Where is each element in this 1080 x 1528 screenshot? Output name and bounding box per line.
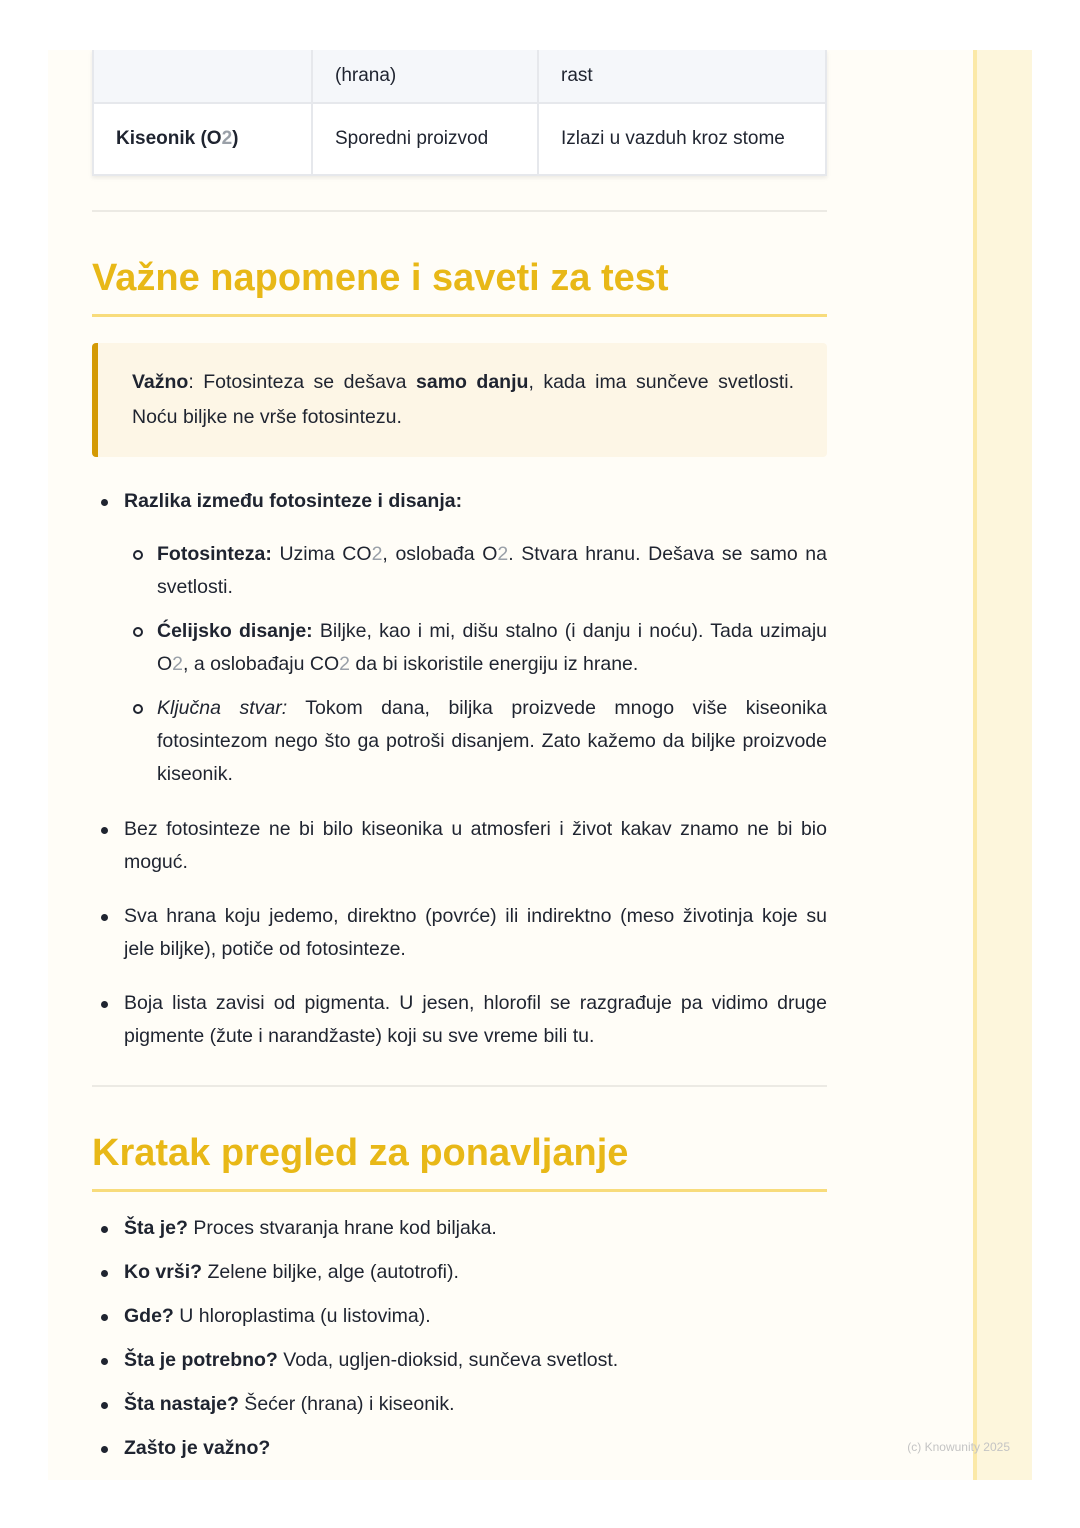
table-row (93, 50, 826, 103)
copyright-text: (c) Knowunity 2025 (907, 1440, 1010, 1454)
table-cell: rast (538, 50, 826, 103)
list-item: Sva hrana koju jedemo, direktno (povrće) ili indirektno (meso životinja koje su jele biljke), potiče od fotosinteze. (92, 900, 827, 966)
tips-list (92, 485, 827, 1053)
table-row (93, 103, 826, 175)
table-cell: Izlazi u vazduh kroz stome (538, 103, 826, 175)
table-cell: (hrana) (312, 50, 538, 103)
document-content (92, 50, 827, 1465)
divider (92, 1085, 827, 1087)
sub-list-item: Ćelijsko disanje: Biljke, kao i mi, dišu stalno (i danju i noću). Tada uzimaju O2, a oslobađaju CO2 da bi iskoristile energiju iz hrane. (124, 615, 827, 681)
table-cell (93, 50, 312, 103)
document-page (48, 50, 1032, 1480)
list-item: Boja lista zavisi od pigmenta. U jesen, hlorofil se razgrađuje pa vidimo druge pigmente (žute i narandžaste) koji su sve vreme bili tu. (92, 987, 827, 1053)
important-callout: Važno: Fotosinteza se dešava samo danju, kada ima sunčeve svetlosti. Noću biljke ne vrše fotosintezu. (92, 343, 827, 457)
sub-list (124, 538, 827, 791)
list-item: Šta nastaje? Šećer (hrana) i kiseonik. (92, 1388, 827, 1421)
list-item: Šta je? Proces stvaranja hrane kod biljaka. (92, 1212, 827, 1245)
sub-list-item: Fotosinteza: Uzima CO2, oslobađa O2. Stvara hranu. Dešava se samo na svetlosti. (124, 538, 827, 604)
side-stripe (973, 50, 1032, 1480)
list-item: Bez fotosinteze ne bi bilo kiseonika u atmosferi i život kakav znamo ne bi bio moguć. (92, 813, 827, 879)
list-item: Razlika između fotosinteze i disanja: Fotosinteza: Uzima CO2, oslobađa O2. Stvara hranu. Dešava se samo na svetlosti. Ćelijsko disanje: Biljke, kao i mi, dišu stalno (i danju i noću). Tada uzimaju O2, a oslobađaju CO2 da bi iskoristile energiju iz hrane. Ključna stvar: Tokom dana, biljka proizvede mnogo više kiseonika fotosintezom nego što ga potroši disanjem. Zato kažemo da biljke proizvode kiseonik. (92, 485, 827, 791)
list-item: Zašto je važno? (92, 1432, 827, 1465)
list-item: Šta je potrebno? Voda, ugljen-dioksid, sunčeva svetlost. (92, 1344, 827, 1377)
list-item: Ko vrši? Zelene biljke, alge (autotrofi). (92, 1256, 827, 1289)
list-item: Gde? U hloroplastima (u listovima). (92, 1300, 827, 1333)
divider (92, 210, 827, 212)
section-heading-tips: Važne napomene i saveti za test (92, 258, 827, 317)
section-heading-review: Kratak pregled za ponavljanje (92, 1133, 827, 1192)
table-cell: Sporedni proizvod (312, 103, 538, 175)
review-list (92, 1212, 827, 1465)
sub-list-item: Ključna stvar: Tokom dana, biljka proizvede mnogo više kiseonika fotosintezom nego što ga potroši disanjem. Zato kažemo da biljke proizvode kiseonik. (124, 692, 827, 791)
table-cell: Kiseonik (O2) (93, 103, 312, 175)
summary-table (92, 50, 827, 176)
